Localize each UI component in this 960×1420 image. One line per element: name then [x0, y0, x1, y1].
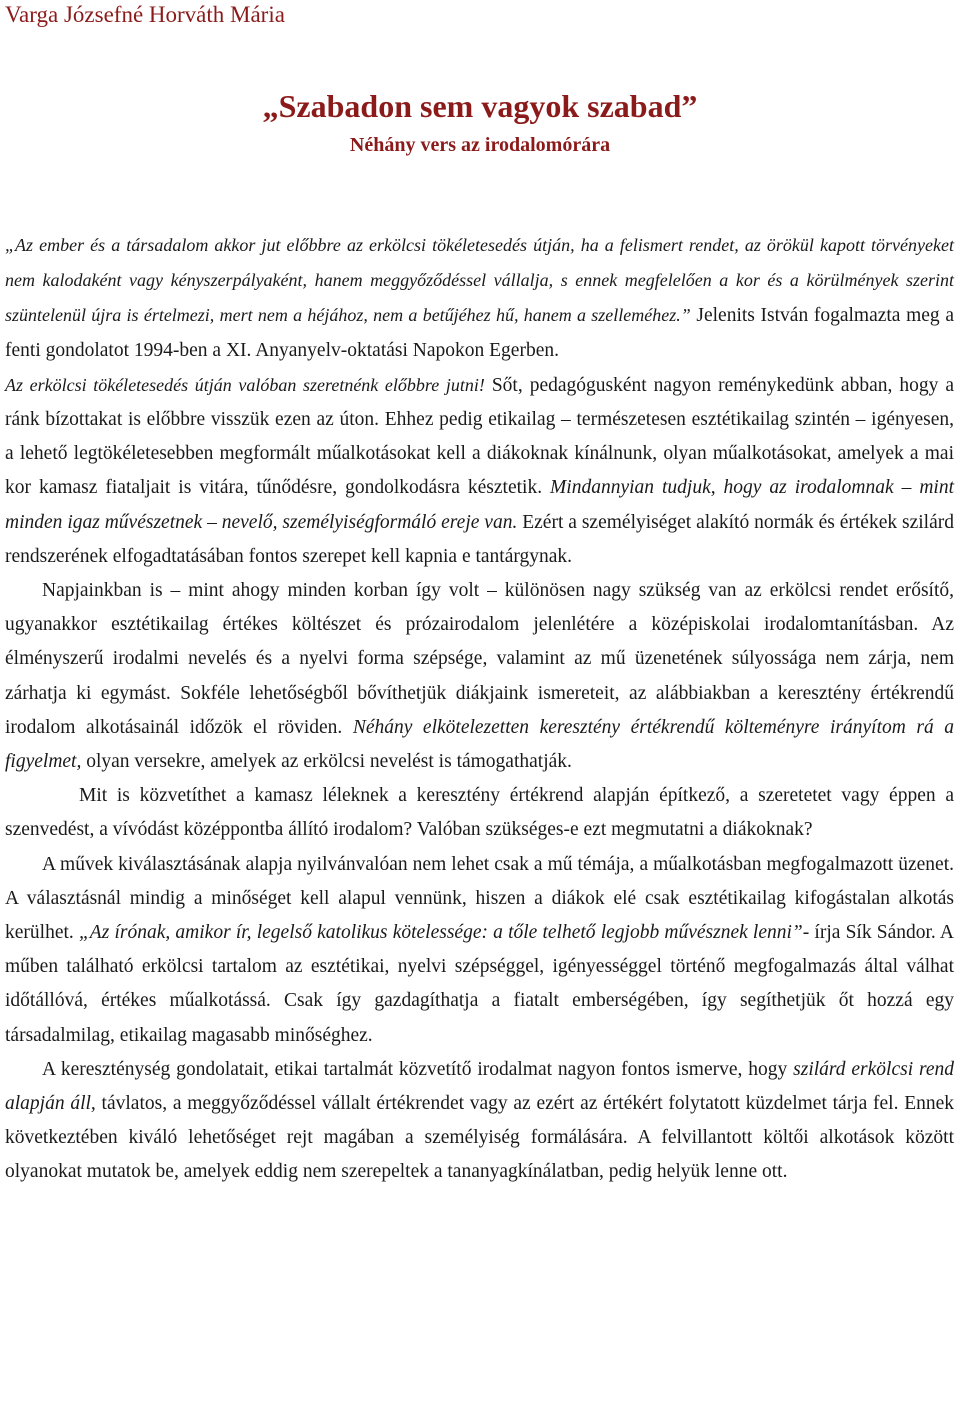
- paragraph-p2: [5, 368, 954, 574]
- document-subtitle: Néhány vers az irodalomórára: [349, 134, 611, 156]
- document-title: „Szabadon sem vagyok szabad”: [262, 88, 698, 124]
- paragraph-text-segment: Napjainkban is – mint ahogy minden korban így volt – különösen nagy szükség van az erkölcsi rendet erősítő, ugyanakkor esztétikailag értékes költészet és prózairodalom jelenlétére a középiskolai irodalomtanításban. Az élményszerű irodalmi nevelés és a nyelvi forma szépsége, valamint az mű üzenetének súlyossága nem zárja, nem zárhatja ki egymást. Sokféle lehetőségből bővíthetjük diákjaink ismereteit, az alábbiakban a keresztény értékrendű irodalom alkotásainál időzök el röviden.: [5, 580, 954, 738]
- paragraph-p1: [5, 228, 954, 368]
- paragraph-text-segment: A művek kiválasztásának alapja nyilvánvalóan nem lehet csak a mű témája, a műalkotásban megfogalmazott üzenet. A választásnál mindig a minőséget kell alapul vennünk, hiszen a diákok elé csak esztétikailag kifogástalan alkotás kerülhet.: [5, 853, 954, 944]
- paragraph-text-segment: távlatos, a meggyőződéssel vállalt értékrendet vagy az ezért az értékért folytatott küzdelmet tárja fel. Ennek következtében kiváló lehetőséget rejt magában a személyiség formálására. A felvillantott költői alkotások között olyanokat mutatok be, amelyek eddig nem szerepeltek a tananyagkínálatban, pedig helyük lenne ott.: [5, 1093, 955, 1183]
- paragraph-text-segment: A kereszténység gondolatait, etikai tartalmát közvetítő irodalmat nagyon fontos ismerve, hogy: [42, 1058, 794, 1080]
- paragraph-text-segment: Jelenits István fogalmazta meg a fenti gondolatot 1994-ben a XI. Anyanyelv-oktatási Napokon Egerben.: [5, 305, 954, 361]
- paragraph-text-segment: olyan versekre, amelyek az erkölcsi nevelést is támogathatják.: [81, 751, 572, 773]
- paragraph-p4: [5, 779, 954, 847]
- paragraph-p6: [5, 1053, 954, 1190]
- paragraph-text-segment: Ezért a személyiséget alakító normák és értékek szilárd rendszerének elfogadtatásában fontos szerepet kell kapnia e tantárgynak.: [5, 511, 954, 567]
- paragraph-text-segment: - írja Sík Sándor. A műben található erkölcsi tartalom az esztétikai, nyelvi szépséggel, igényességgel történő megfogalmazás által válhat időtállóvá, értékes műalkotássá. Csak így gazdagíthatja a fiatalt emberségében, így segíthetjük őt hozzá egy társadalmilag, etikailag magasabb minőséghez.: [5, 922, 954, 1046]
- paragraph-text-segment: Sőt, pedagógusként nagyon reménykedünk abban, hogy a ránk bízottakat is előbbre visszük ezen az úton. Ehhez pedig etikailag – természetesen esztétikailag szintén – igényesen, a lehető legtökéletesebben megformált műalkotásokat kell a diákoknak kínálnunk, olyan műalkotásokat, amelyek a mai kor kamasz fiataljait is vitára, tűnődésre, gondolkodásra késztetik.: [5, 374, 954, 499]
- paragraph-text-segment: Mit is közvetíthet a kamasz léleknek a keresztény értékrend alapján építkező, a szeretetet vagy éppen a szenvedést, a vívódást középpontba állító irodalom? Valóban szükséges-e ezt megmutatni a diákoknak?: [5, 785, 954, 841]
- paragraph-text-segment: Mindannyian tudjuk, hogy az irodalomnak – mint minden igaz művészetnek – nevelő, személyiségformáló ereje van.: [5, 477, 954, 533]
- paragraph-text-segment: „Az írónak, amikor ír, legelső katolikus kötelessége: a tőle telhető legjobb művésznek lenni”: [78, 922, 803, 944]
- title-block: [0, 86, 960, 158]
- document-body: [5, 228, 954, 1190]
- paragraph-text-segment: Az erkölcsi tökéletesedés útján valóban szeretnénk előbbre jutni!: [5, 374, 485, 395]
- author-name: Varga Józsefné Horváth Mária: [5, 2, 285, 27]
- paragraph-text-segment: szilárd erkölcsi rend alapján áll,: [5, 1058, 954, 1115]
- paragraph-text-segment: Néhány elkötelezetten keresztény értékrendű költeményre irányítom rá a figyelmet,: [5, 716, 954, 773]
- paragraph-p3: [5, 574, 954, 779]
- paragraph-text-segment: „Az ember és a társadalom akkor jut előbbre az erkölcsi tökéletesedés útján, ha a felismert rendet, az örökül kapott törvényeket nem kalodaként vagy kényszerpályaként, hanem meggyőződéssel vállalja, s ennek megfelelően a kor és a körülmények szerint szüntelenül újra is értelmezi, mert nem a héjához, nem a betűjéhez hű, hanem a szelleméhez.”: [5, 235, 954, 326]
- paragraph-p5: [5, 848, 954, 1053]
